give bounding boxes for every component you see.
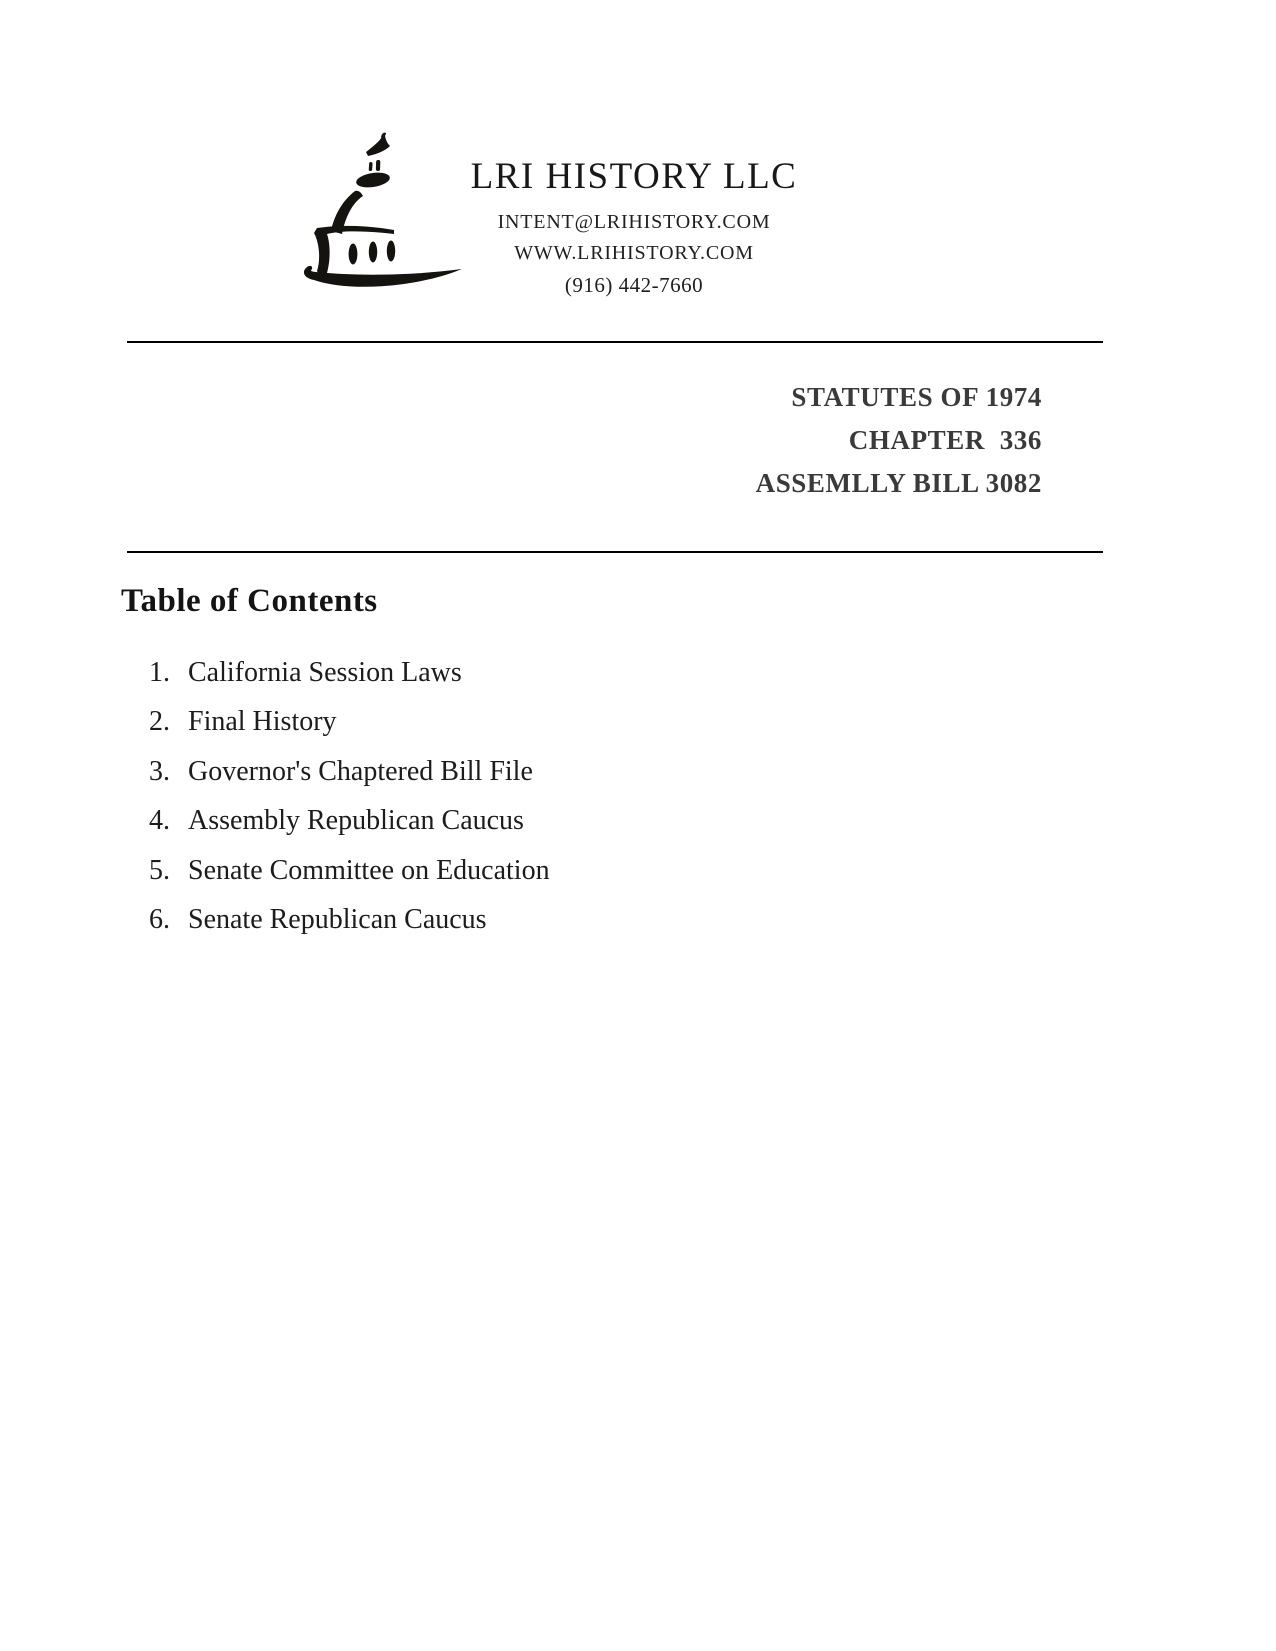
statute-line-year: STATUTES OF 1974 bbox=[791, 382, 1042, 412]
toc-item-label: Final History bbox=[188, 706, 337, 738]
toc-item-number: 4. bbox=[149, 805, 170, 837]
toc-item-label: Governor's Chaptered Bill File bbox=[188, 755, 533, 787]
toc-item-number: 1. bbox=[149, 656, 170, 688]
toc-item-number: 3. bbox=[149, 755, 170, 787]
toc-item-3 bbox=[134, 747, 550, 797]
toc-item-6 bbox=[134, 896, 550, 946]
toc-item-label: Senate Committee on Education bbox=[188, 854, 550, 886]
toc-item-number: 6. bbox=[149, 904, 170, 936]
statute-line-chapter: CHAPTER 336 bbox=[848, 425, 1042, 455]
company-email: INTENT@LRIHISTORY.COM bbox=[497, 211, 771, 233]
toc-item-2 bbox=[134, 698, 550, 748]
toc-item-label: Assembly Republican Caucus bbox=[188, 805, 524, 837]
horizontal-rule-bottom bbox=[127, 551, 1103, 553]
company-website: WWW.LRIHISTORY.COM bbox=[514, 242, 754, 264]
letterhead bbox=[448, 156, 820, 301]
toc-item-4 bbox=[134, 797, 550, 847]
company-name: LRI HISTORY LLC bbox=[470, 156, 798, 197]
toc-item-1 bbox=[134, 648, 550, 698]
toc-item-number: 5. bbox=[149, 854, 170, 886]
toc-heading: Table of Contents bbox=[121, 583, 378, 619]
statute-line-bill: ASSEMLLY BILL 3082 bbox=[755, 468, 1042, 498]
toc-list bbox=[134, 648, 550, 945]
toc-item-label: Senate Republican Caucus bbox=[188, 904, 487, 936]
toc-item-label: California Session Laws bbox=[188, 656, 462, 688]
toc-item-number: 2. bbox=[149, 706, 170, 738]
horizontal-rule-top bbox=[127, 341, 1103, 343]
company-phone: (916) 442-7660 bbox=[564, 273, 704, 297]
toc-item-5 bbox=[134, 846, 550, 896]
statute-reference-block bbox=[756, 376, 1042, 505]
